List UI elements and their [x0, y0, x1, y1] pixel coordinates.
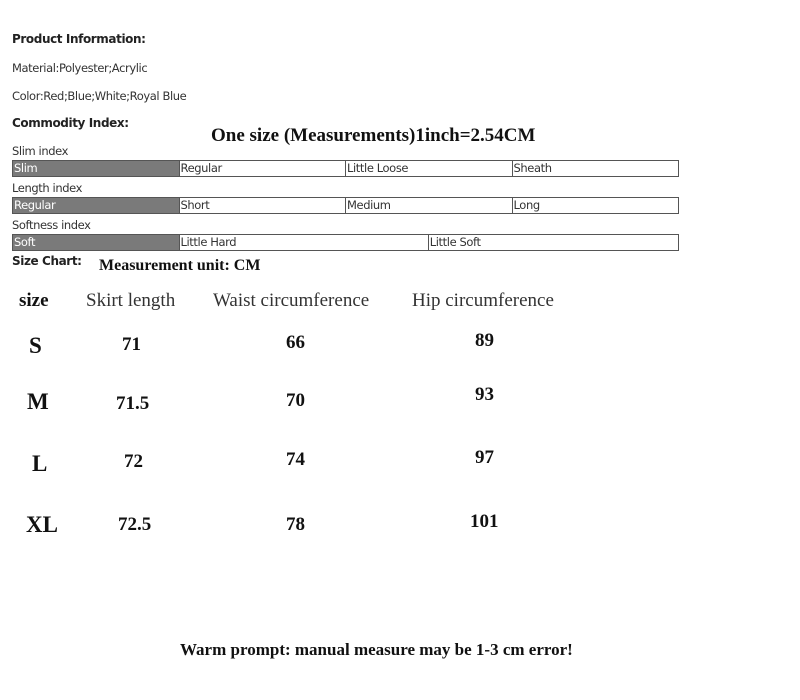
- length-option-long: Long: [513, 198, 540, 212]
- warm-prompt: Warm prompt: manual measure may be 1-3 cm error!: [180, 640, 573, 659]
- size-s-label: S: [29, 333, 42, 358]
- size-m-label: M: [27, 389, 49, 414]
- size-xl-skirt-length: 72.5: [118, 514, 152, 535]
- slim-option-regular: Regular: [180, 161, 347, 176]
- size-chart-heading: Size Chart:: [12, 254, 82, 268]
- slim-index-row: [12, 160, 679, 177]
- length-option-short: Short: [180, 198, 347, 213]
- size-l-hip: 97: [475, 447, 494, 468]
- commodity-index-heading: Commodity Index:: [12, 116, 129, 130]
- slim-index-label: Slim index: [12, 144, 69, 158]
- size-xl-hip: 101: [470, 511, 499, 532]
- softness-option-little-hard: Little Hard: [180, 235, 429, 250]
- size-m-waist: 70: [286, 390, 305, 411]
- length-index-row: [12, 197, 679, 214]
- measurement-unit-note: Measurement unit: CM: [99, 257, 261, 274]
- size-s-skirt-length: 71: [122, 334, 141, 355]
- size-l-label: L: [32, 451, 48, 476]
- length-index-label: Length index: [12, 181, 82, 195]
- softness-index-label: Softness index: [12, 218, 91, 232]
- size-m-hip: 93: [475, 384, 494, 405]
- size-column-header: size: [19, 290, 49, 311]
- color-text: Color:Red;Blue;White;Royal Blue: [12, 89, 187, 103]
- size-l-skirt-length: 72: [124, 451, 143, 472]
- length-option-medium: Medium: [346, 198, 513, 213]
- product-info-heading: Product Information:: [12, 32, 146, 46]
- softness-option-little-soft: Little Soft: [429, 235, 481, 249]
- one-size-note: One size (Measurements)1inch=2.54CM: [211, 125, 536, 146]
- material-text: Material:Polyester;Acrylic: [12, 61, 148, 75]
- size-l-waist: 74: [286, 449, 305, 470]
- softness-index-row: [12, 234, 679, 251]
- size-xl-label: XL: [26, 512, 58, 537]
- hip-column-header: Hip circumference: [412, 290, 554, 311]
- slim-option-little-loose: Little Loose: [346, 161, 513, 176]
- slim-option-slim: Slim: [13, 161, 180, 176]
- length-option-regular: Regular: [13, 198, 180, 213]
- size-xl-waist: 78: [286, 514, 305, 535]
- size-s-hip: 89: [475, 330, 494, 351]
- skirt-length-column-header: Skirt length: [86, 290, 176, 311]
- slim-option-sheath: Sheath: [513, 161, 552, 175]
- waist-column-header: Waist circumference: [213, 290, 370, 311]
- softness-option-soft: Soft: [13, 235, 180, 250]
- size-s-waist: 66: [286, 332, 305, 353]
- size-m-skirt-length: 71.5: [116, 393, 150, 414]
